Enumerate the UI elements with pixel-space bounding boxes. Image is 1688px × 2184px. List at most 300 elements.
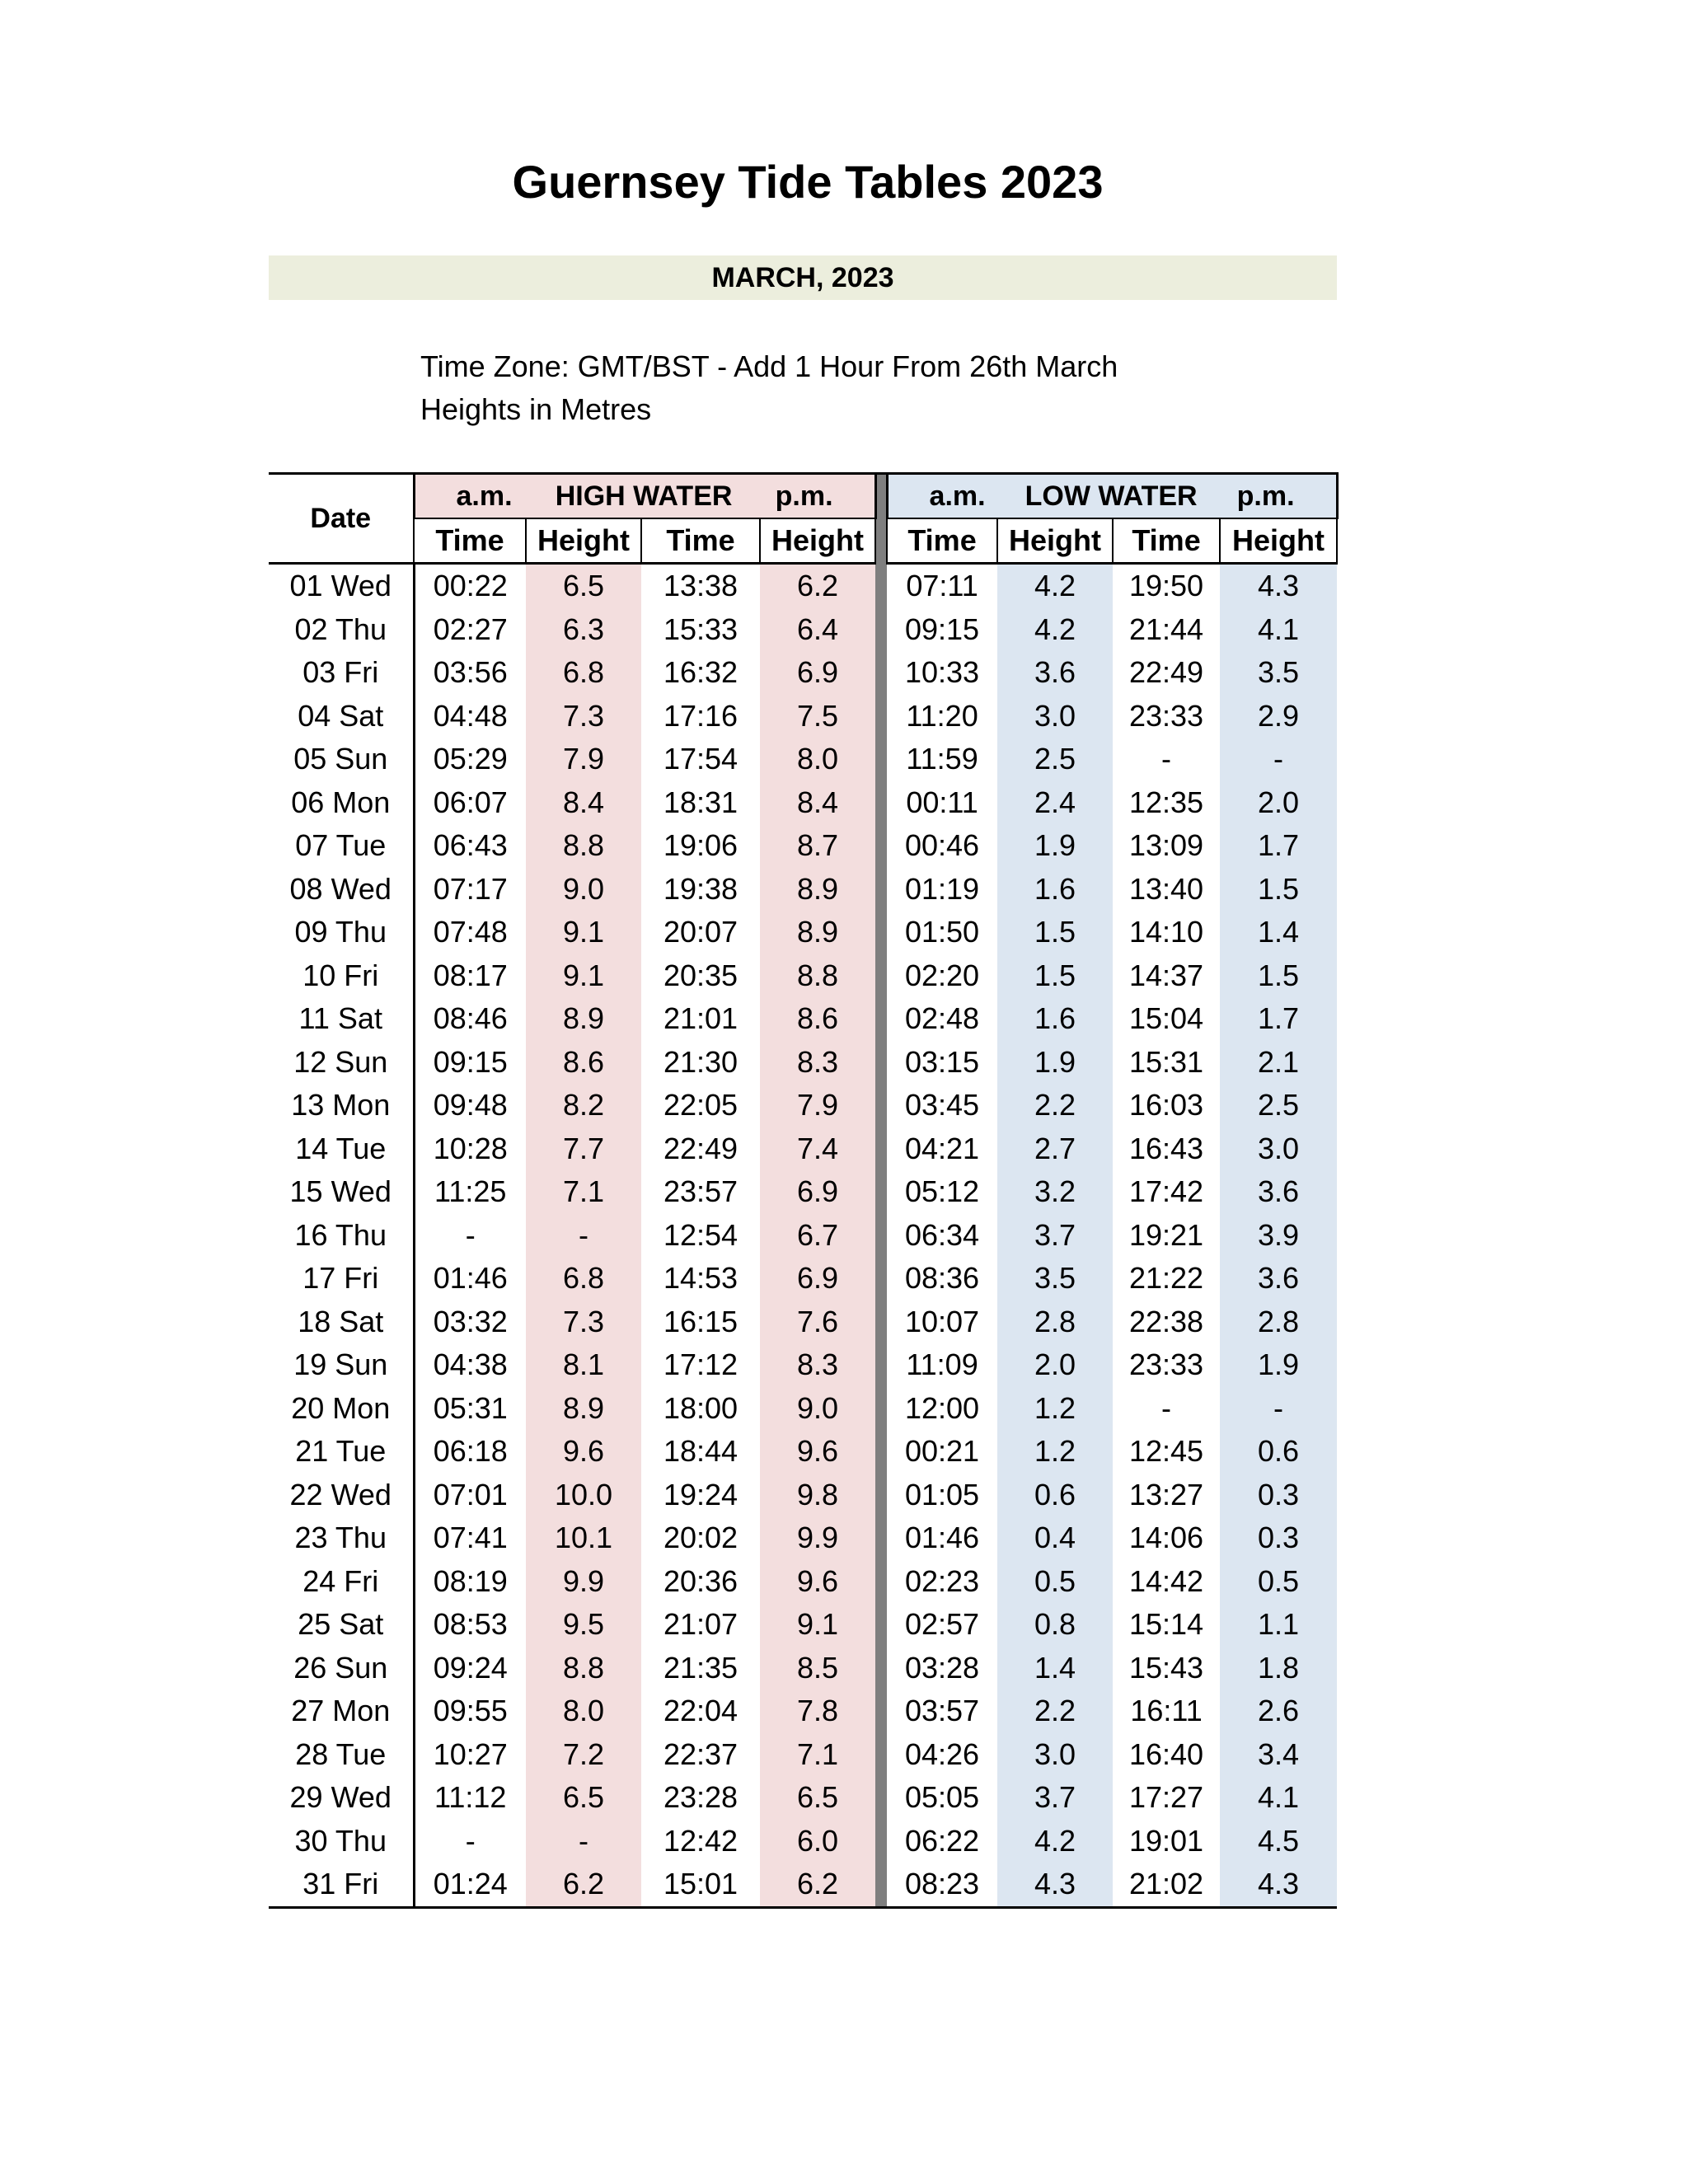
- lw-am-height-cell: 0.4: [997, 1516, 1113, 1560]
- lw-am-height-cell: 1.2: [997, 1430, 1113, 1474]
- lw-pm-height-header: Height: [1220, 518, 1337, 564]
- hw-am-height-cell: 10.0: [526, 1474, 641, 1517]
- lw-am-height-cell: 4.2: [997, 1820, 1113, 1863]
- hw-pm-height-cell: 9.6: [760, 1430, 875, 1474]
- hw-am-height-cell: 9.1: [526, 954, 641, 998]
- lw-am-time-cell: 03:15: [904, 1044, 980, 1079]
- hw-am-height-cell: 8.6: [526, 1041, 641, 1085]
- lw-pm-height-cell: 1.5: [1220, 868, 1337, 912]
- hw-am-time-cell: 07:17: [433, 871, 508, 906]
- lw-am-time-cell: 03:28: [904, 1650, 980, 1685]
- hw-pm-height-cell: 8.7: [760, 824, 875, 868]
- hw-am-height-header: Height: [526, 518, 641, 564]
- lw-am-time-cell: 02:57: [904, 1607, 980, 1642]
- hw-pm-height-cell: 6.4: [760, 608, 875, 652]
- hw-pm-time-cell: 20:36: [663, 1563, 738, 1598]
- table-row: [269, 1430, 1337, 1474]
- hw-am-height-cell: 7.3: [526, 695, 641, 738]
- hw-am-height-cell: 8.1: [526, 1343, 641, 1387]
- table-row: [269, 1387, 1337, 1431]
- table-row: [269, 1474, 1337, 1517]
- column-separator-cell: [875, 781, 887, 825]
- lw-pm-time-cell: 13:40: [1128, 871, 1204, 906]
- low-water-pm-label: p.m.: [1236, 480, 1295, 512]
- hw-pm-time-cell: 18:00: [663, 1390, 738, 1425]
- date-cell: 06 Mon: [269, 781, 414, 825]
- table-row: [269, 738, 1337, 781]
- lw-pm-height-cell: 3.4: [1220, 1733, 1337, 1777]
- date-cell: 31 Fri: [269, 1863, 414, 1907]
- hw-am-time-header: Time: [414, 518, 526, 564]
- hw-am-time-cell: 05:29: [433, 742, 508, 776]
- lw-am-height-cell: 3.2: [997, 1170, 1113, 1214]
- lw-pm-height-cell: 4.3: [1220, 1863, 1337, 1907]
- hw-pm-height-cell: 7.9: [760, 1084, 875, 1127]
- units-note: Heights in Metres: [420, 392, 652, 426]
- table-row: [269, 1516, 1337, 1560]
- hw-pm-height-cell: 8.0: [760, 738, 875, 781]
- table-row: [269, 1127, 1337, 1171]
- lw-pm-height-cell: 4.1: [1220, 1776, 1337, 1820]
- hw-am-time-cell: 05:31: [433, 1390, 508, 1425]
- hw-pm-height-cell: 6.9: [760, 1257, 875, 1301]
- table-row: [269, 1560, 1337, 1604]
- hw-am-height-cell: 8.9: [526, 997, 641, 1041]
- table-row: [269, 1343, 1337, 1387]
- lw-am-time-cell: 05:12: [904, 1174, 980, 1209]
- column-separator-cell: [875, 1603, 887, 1647]
- high-water-am-label: a.m.: [456, 480, 513, 512]
- hw-am-time-cell: 11:12: [434, 1780, 507, 1815]
- lw-pm-height-cell: 4.3: [1220, 564, 1337, 608]
- hw-pm-time-cell: 22:49: [663, 1131, 738, 1165]
- lw-am-height-cell: 3.0: [997, 695, 1113, 738]
- lw-pm-time-cell: 15:31: [1128, 1044, 1204, 1079]
- column-separator-cell: [875, 1733, 887, 1777]
- lw-am-time-cell: 08:36: [904, 1261, 980, 1296]
- date-cell: 04 Sat: [269, 695, 414, 738]
- hw-am-height-cell: 9.9: [526, 1560, 641, 1604]
- date-cell: 19 Sun: [269, 1343, 414, 1387]
- lw-pm-time-cell: 22:49: [1128, 655, 1204, 690]
- column-separator-cell: [875, 1214, 887, 1258]
- lw-pm-height-cell: 2.5: [1220, 1084, 1337, 1127]
- lw-pm-height-cell: 1.9: [1220, 1343, 1337, 1387]
- lw-pm-time-cell: 12:45: [1128, 1434, 1204, 1469]
- column-separator-cell: [875, 954, 887, 998]
- lw-pm-time-cell: 15:43: [1128, 1650, 1204, 1685]
- table-row: [269, 1170, 1337, 1214]
- lw-am-height-cell: 2.2: [997, 1690, 1113, 1733]
- hw-am-height-cell: 7.7: [526, 1127, 641, 1171]
- hw-am-time-cell: 11:25: [434, 1174, 507, 1209]
- hw-pm-height-cell: 9.8: [760, 1474, 875, 1517]
- column-separator: [875, 474, 887, 564]
- lw-pm-height-cell: 3.6: [1220, 1257, 1337, 1301]
- table-row: [269, 1214, 1337, 1258]
- hw-pm-time-cell: 19:38: [663, 871, 738, 906]
- hw-am-time-cell: 03:56: [433, 655, 508, 690]
- lw-pm-height-cell: -: [1220, 1387, 1337, 1431]
- date-cell: 23 Thu: [269, 1516, 414, 1560]
- column-separator-cell: [875, 868, 887, 912]
- table-row: [269, 781, 1337, 825]
- lw-am-height-cell: 0.5: [997, 1560, 1113, 1604]
- column-separator-cell: [875, 1170, 887, 1214]
- date-cell: 03 Fri: [269, 651, 414, 695]
- lw-am-height-cell: 2.5: [997, 738, 1113, 781]
- hw-am-time-cell: 07:41: [433, 1521, 508, 1555]
- lw-pm-height-cell: 4.5: [1220, 1820, 1337, 1863]
- table-row: [269, 608, 1337, 652]
- lw-pm-height-cell: 2.9: [1220, 695, 1337, 738]
- lw-pm-height-cell: 1.7: [1220, 824, 1337, 868]
- lw-pm-height-cell: -: [1220, 738, 1337, 781]
- column-separator-cell: [875, 564, 887, 608]
- lw-am-time-cell: 00:11: [906, 785, 978, 819]
- hw-pm-height-cell: 8.6: [760, 997, 875, 1041]
- lw-am-time-cell: 01:19: [904, 871, 980, 906]
- column-separator-cell: [875, 651, 887, 695]
- hw-pm-time-cell: 22:04: [663, 1694, 738, 1728]
- hw-am-height-cell: 9.6: [526, 1430, 641, 1474]
- lw-am-time-cell: 02:23: [904, 1563, 980, 1598]
- lw-am-height-cell: 1.4: [997, 1647, 1113, 1690]
- table-row: [269, 1257, 1337, 1301]
- lw-pm-time-cell: 16:11: [1130, 1694, 1203, 1728]
- date-cell: 11 Sat: [269, 997, 414, 1041]
- lw-am-time-cell: 06:34: [904, 1217, 980, 1252]
- lw-am-height-cell: 0.6: [997, 1474, 1113, 1517]
- date-column-header: Date: [269, 474, 414, 564]
- lw-pm-time-cell: 19:50: [1128, 569, 1204, 603]
- column-separator-cell: [875, 1516, 887, 1560]
- hw-pm-height-cell: 8.3: [760, 1041, 875, 1085]
- hw-am-time-cell: 06:07: [433, 785, 508, 819]
- hw-am-height-cell: 7.3: [526, 1301, 641, 1344]
- hw-pm-height-cell: 9.9: [760, 1516, 875, 1560]
- hw-pm-height-cell: 6.9: [760, 651, 875, 695]
- hw-pm-time-header: Time: [641, 518, 760, 564]
- hw-pm-time-cell: 20:35: [663, 958, 738, 992]
- lw-pm-time-cell: 19:01: [1128, 1823, 1204, 1858]
- page-title: Guernsey Tide Tables 2023: [512, 156, 1104, 208]
- lw-am-time-cell: 03:45: [904, 1088, 980, 1122]
- lw-am-time-header: Time: [887, 518, 997, 564]
- low-water-am-label: a.m.: [929, 480, 986, 512]
- hw-pm-height-cell: 6.7: [760, 1214, 875, 1258]
- tide-rows: [269, 564, 1337, 1908]
- lw-pm-time-cell: 15:14: [1128, 1607, 1204, 1642]
- hw-am-height-cell: 6.5: [526, 564, 641, 608]
- lw-pm-time-cell: 12:35: [1128, 785, 1204, 819]
- lw-am-time-cell: 10:07: [904, 1304, 980, 1338]
- hw-pm-time-cell: 16:32: [663, 655, 738, 690]
- lw-pm-time-header: Time: [1113, 518, 1220, 564]
- hw-pm-time-cell: 18:44: [663, 1434, 738, 1469]
- table-row: [269, 1690, 1337, 1733]
- lw-am-height-cell: 3.6: [997, 651, 1113, 695]
- lw-pm-time-cell: 19:21: [1128, 1217, 1204, 1252]
- lw-pm-height-cell: 3.0: [1220, 1127, 1337, 1171]
- date-cell: 20 Mon: [269, 1387, 414, 1431]
- lw-am-height-cell: 1.9: [997, 1041, 1113, 1085]
- table-row: [269, 1863, 1337, 1907]
- lw-pm-height-cell: 1.1: [1220, 1603, 1337, 1647]
- table-row: [269, 651, 1337, 695]
- hw-am-time-cell: 09:55: [433, 1694, 508, 1728]
- lw-am-time-cell: 02:20: [904, 958, 980, 992]
- column-separator-cell: [875, 1127, 887, 1171]
- hw-pm-height-cell: 7.4: [760, 1127, 875, 1171]
- hw-am-height-cell: 8.0: [526, 1690, 641, 1733]
- hw-pm-height-cell: 8.9: [760, 911, 875, 954]
- lw-am-time-cell: 00:46: [904, 828, 980, 863]
- lw-pm-height-cell: 0.3: [1220, 1474, 1337, 1517]
- hw-pm-time-cell: 21:01: [663, 1001, 738, 1036]
- lw-pm-time-cell: 21:22: [1128, 1261, 1204, 1296]
- hw-pm-height-cell: 7.5: [760, 695, 875, 738]
- column-separator-cell: [875, 1343, 887, 1387]
- hw-am-height-cell: 9.5: [526, 1603, 641, 1647]
- hw-am-time-cell: 06:43: [433, 828, 508, 863]
- lw-am-time-cell: 12:00: [904, 1390, 980, 1425]
- lw-am-height-cell: 1.6: [997, 868, 1113, 912]
- hw-am-height-cell: 8.9: [526, 1387, 641, 1431]
- hw-pm-time-cell: 13:38: [663, 569, 738, 603]
- table-row: [269, 1041, 1337, 1085]
- hw-pm-time-cell: 19:24: [663, 1477, 738, 1511]
- month-heading: MARCH, 2023: [269, 255, 1337, 300]
- lw-pm-time-cell: 21:02: [1113, 1863, 1220, 1907]
- lw-am-height-cell: 2.7: [997, 1127, 1113, 1171]
- lw-pm-height-cell: 3.9: [1220, 1214, 1337, 1258]
- lw-am-time-cell: 01:50: [904, 915, 980, 949]
- low-water-label: LOW WATER: [1025, 480, 1198, 512]
- hw-pm-height-cell: 9.6: [760, 1560, 875, 1604]
- hw-am-time-cell: 01:46: [433, 1261, 508, 1296]
- lw-am-height-cell: 4.3: [997, 1863, 1113, 1907]
- table-row: [269, 1776, 1337, 1820]
- lw-pm-time-cell: 15:04: [1128, 1001, 1204, 1036]
- hw-am-time-cell: 09:15: [433, 1044, 508, 1079]
- date-cell: 12 Sun: [269, 1041, 414, 1085]
- date-cell: 28 Tue: [269, 1733, 414, 1777]
- lw-am-time-cell: 01:05: [904, 1477, 980, 1511]
- hw-pm-time-cell: 21:30: [663, 1044, 738, 1079]
- column-separator-cell: [875, 1647, 887, 1690]
- lw-pm-time-cell: 22:38: [1128, 1304, 1204, 1338]
- hw-am-height-cell: 6.5: [526, 1776, 641, 1820]
- high-water-label: HIGH WATER: [555, 480, 733, 512]
- column-separator-cell: [875, 997, 887, 1041]
- date-cell: 21 Tue: [269, 1430, 414, 1474]
- lw-pm-time-cell: 17:27: [1128, 1780, 1204, 1815]
- column-separator-cell: [875, 1387, 887, 1431]
- table-row: [269, 1647, 1337, 1690]
- lw-pm-time-cell: 17:42: [1128, 1174, 1204, 1209]
- lw-pm-height-cell: 1.5: [1220, 954, 1337, 998]
- hw-am-time-cell: 03:32: [433, 1304, 508, 1338]
- hw-am-height-cell: 6.8: [526, 651, 641, 695]
- date-cell: 18 Sat: [269, 1301, 414, 1344]
- lw-pm-height-cell: 0.5: [1220, 1560, 1337, 1604]
- column-separator-cell: [875, 1560, 887, 1604]
- hw-am-time-cell: 08:53: [433, 1607, 508, 1642]
- hw-pm-time-cell: 23:57: [663, 1174, 738, 1209]
- hw-am-time-cell: -: [465, 1823, 476, 1858]
- hw-am-time-cell: 07:01: [433, 1477, 508, 1511]
- lw-pm-height-cell: 0.3: [1220, 1516, 1337, 1560]
- date-cell: 07 Tue: [269, 824, 414, 868]
- lw-am-height-cell: 2.0: [997, 1343, 1113, 1387]
- date-cell: 30 Thu: [269, 1820, 414, 1863]
- hw-pm-time-cell: 20:02: [663, 1521, 738, 1555]
- hw-pm-time-cell: 16:15: [663, 1304, 738, 1338]
- column-separator-cell: [875, 1863, 887, 1907]
- hw-pm-time-cell: 20:07: [663, 915, 738, 949]
- lw-am-time-cell: 01:46: [904, 1521, 980, 1555]
- hw-pm-height-cell: 6.5: [760, 1776, 875, 1820]
- lw-pm-time-cell: -: [1161, 742, 1172, 776]
- column-separator-cell: [875, 1301, 887, 1344]
- column-separator-cell: [875, 1776, 887, 1820]
- hw-pm-height-cell: 6.2: [760, 564, 875, 608]
- date-cell: 24 Fri: [269, 1560, 414, 1604]
- column-separator-cell: [875, 1084, 887, 1127]
- column-separator-cell: [875, 738, 887, 781]
- table-row: [269, 824, 1337, 868]
- date-cell: 15 Wed: [269, 1170, 414, 1214]
- hw-pm-height-header: Height: [760, 518, 875, 564]
- lw-pm-time-cell: 16:43: [1128, 1131, 1204, 1165]
- table-row: [269, 1084, 1337, 1127]
- lw-pm-time-cell: 21:44: [1128, 612, 1204, 646]
- hw-am-height-cell: 9.0: [526, 868, 641, 912]
- lw-pm-time-cell: 13:27: [1128, 1477, 1204, 1511]
- date-cell: 10 Fri: [269, 954, 414, 998]
- lw-pm-time-cell: 16:03: [1128, 1088, 1204, 1122]
- hw-am-height-cell: 10.1: [526, 1516, 641, 1560]
- table-row: [269, 911, 1337, 954]
- hw-am-time-cell: 00:22: [433, 569, 508, 603]
- lw-pm-height-cell: 2.0: [1220, 781, 1337, 825]
- date-cell: 29 Wed: [269, 1776, 414, 1820]
- column-separator-cell: [875, 911, 887, 954]
- hw-am-height-cell: 7.1: [526, 1170, 641, 1214]
- hw-am-time-cell: 04:48: [433, 698, 508, 733]
- hw-pm-time-cell: 21:07: [663, 1607, 738, 1642]
- lw-am-height-cell: 4.2: [997, 564, 1113, 608]
- table-row: [269, 1301, 1337, 1344]
- date-cell: 13 Mon: [269, 1084, 414, 1127]
- lw-am-height-cell: 1.5: [997, 911, 1113, 954]
- hw-am-height-cell: 6.3: [526, 608, 641, 652]
- column-separator-cell: [875, 1257, 887, 1301]
- lw-am-time-cell: 06:22: [904, 1823, 980, 1858]
- hw-am-height-cell: -: [526, 1214, 641, 1258]
- column-separator-cell: [875, 824, 887, 868]
- hw-am-time-cell: 04:38: [433, 1347, 508, 1382]
- lw-am-height-cell: 1.5: [997, 954, 1113, 998]
- lw-am-time-cell: 04:26: [904, 1736, 980, 1771]
- hw-am-time-cell: 09:48: [433, 1088, 508, 1122]
- hw-pm-height-cell: 8.5: [760, 1647, 875, 1690]
- hw-am-height-cell: -: [526, 1820, 641, 1863]
- hw-am-time-cell: 02:27: [433, 612, 508, 646]
- lw-am-height-cell: 2.2: [997, 1084, 1113, 1127]
- lw-pm-time-cell: 13:09: [1128, 828, 1204, 863]
- lw-pm-time-cell: -: [1161, 1390, 1172, 1425]
- lw-pm-time-cell: 16:40: [1128, 1736, 1204, 1771]
- hw-am-time-cell: 06:18: [433, 1434, 508, 1469]
- lw-am-time-cell: 11:20: [906, 698, 978, 733]
- hw-am-time-cell: 08:19: [433, 1563, 508, 1598]
- hw-pm-time-cell: 23:28: [663, 1780, 738, 1815]
- lw-am-time-cell: 09:15: [904, 612, 980, 646]
- lw-pm-height-cell: 2.8: [1220, 1301, 1337, 1344]
- table-row: [269, 695, 1337, 738]
- lw-am-height-cell: 1.6: [997, 997, 1113, 1041]
- lw-pm-time-cell: 14:37: [1128, 958, 1204, 992]
- hw-pm-height-cell: 8.3: [760, 1343, 875, 1387]
- lw-pm-height-cell: 1.4: [1220, 911, 1337, 954]
- column-separator-cell: [875, 1041, 887, 1085]
- high-water-pm-label: p.m.: [775, 480, 833, 512]
- hw-am-time-cell: 10:27: [433, 1736, 508, 1771]
- table-row: [269, 997, 1337, 1041]
- lw-am-height-cell: 3.5: [997, 1257, 1113, 1301]
- hw-am-time-cell: 01:24: [414, 1863, 526, 1907]
- lw-am-time-cell: 05:05: [904, 1780, 980, 1815]
- lw-am-height-cell: 1.9: [997, 824, 1113, 868]
- hw-am-height-cell: 7.9: [526, 738, 641, 781]
- date-cell: 26 Sun: [269, 1647, 414, 1690]
- lw-pm-height-cell: 3.5: [1220, 651, 1337, 695]
- hw-am-time-cell: 08:46: [433, 1001, 508, 1036]
- hw-am-height-cell: 6.2: [526, 1863, 641, 1907]
- lw-pm-time-cell: 14:42: [1128, 1563, 1204, 1598]
- lw-pm-height-cell: 0.6: [1220, 1430, 1337, 1474]
- lw-am-height-cell: 4.2: [997, 608, 1113, 652]
- hw-pm-height-cell: 7.1: [760, 1733, 875, 1777]
- date-cell: 01 Wed: [269, 564, 414, 608]
- lw-am-time-cell: 10:33: [904, 655, 980, 690]
- table-row: [269, 564, 1337, 608]
- lw-am-height-cell: 0.8: [997, 1603, 1113, 1647]
- hw-am-time-cell: 09:24: [433, 1650, 508, 1685]
- date-cell: 17 Fri: [269, 1257, 414, 1301]
- lw-am-height-cell: 1.2: [997, 1387, 1113, 1431]
- column-separator-cell: [875, 1820, 887, 1863]
- lw-am-time-cell: 11:59: [906, 742, 978, 776]
- date-cell: 27 Mon: [269, 1690, 414, 1733]
- table-row: [269, 1603, 1337, 1647]
- date-cell: 14 Tue: [269, 1127, 414, 1171]
- hw-am-height-cell: 8.8: [526, 1647, 641, 1690]
- table-row: [269, 868, 1337, 912]
- lw-am-height-cell: 3.0: [997, 1733, 1113, 1777]
- hw-am-height-cell: 9.1: [526, 911, 641, 954]
- lw-pm-height-cell: 4.1: [1220, 608, 1337, 652]
- date-cell: 09 Thu: [269, 911, 414, 954]
- hw-pm-time-cell: 22:05: [663, 1088, 738, 1122]
- hw-pm-time-cell: 15:33: [663, 612, 738, 646]
- hw-pm-time-cell: 14:53: [663, 1261, 738, 1296]
- lw-am-height-header: Height: [997, 518, 1113, 564]
- hw-pm-time-cell: 17:16: [663, 698, 738, 733]
- hw-pm-height-cell: 8.4: [760, 781, 875, 825]
